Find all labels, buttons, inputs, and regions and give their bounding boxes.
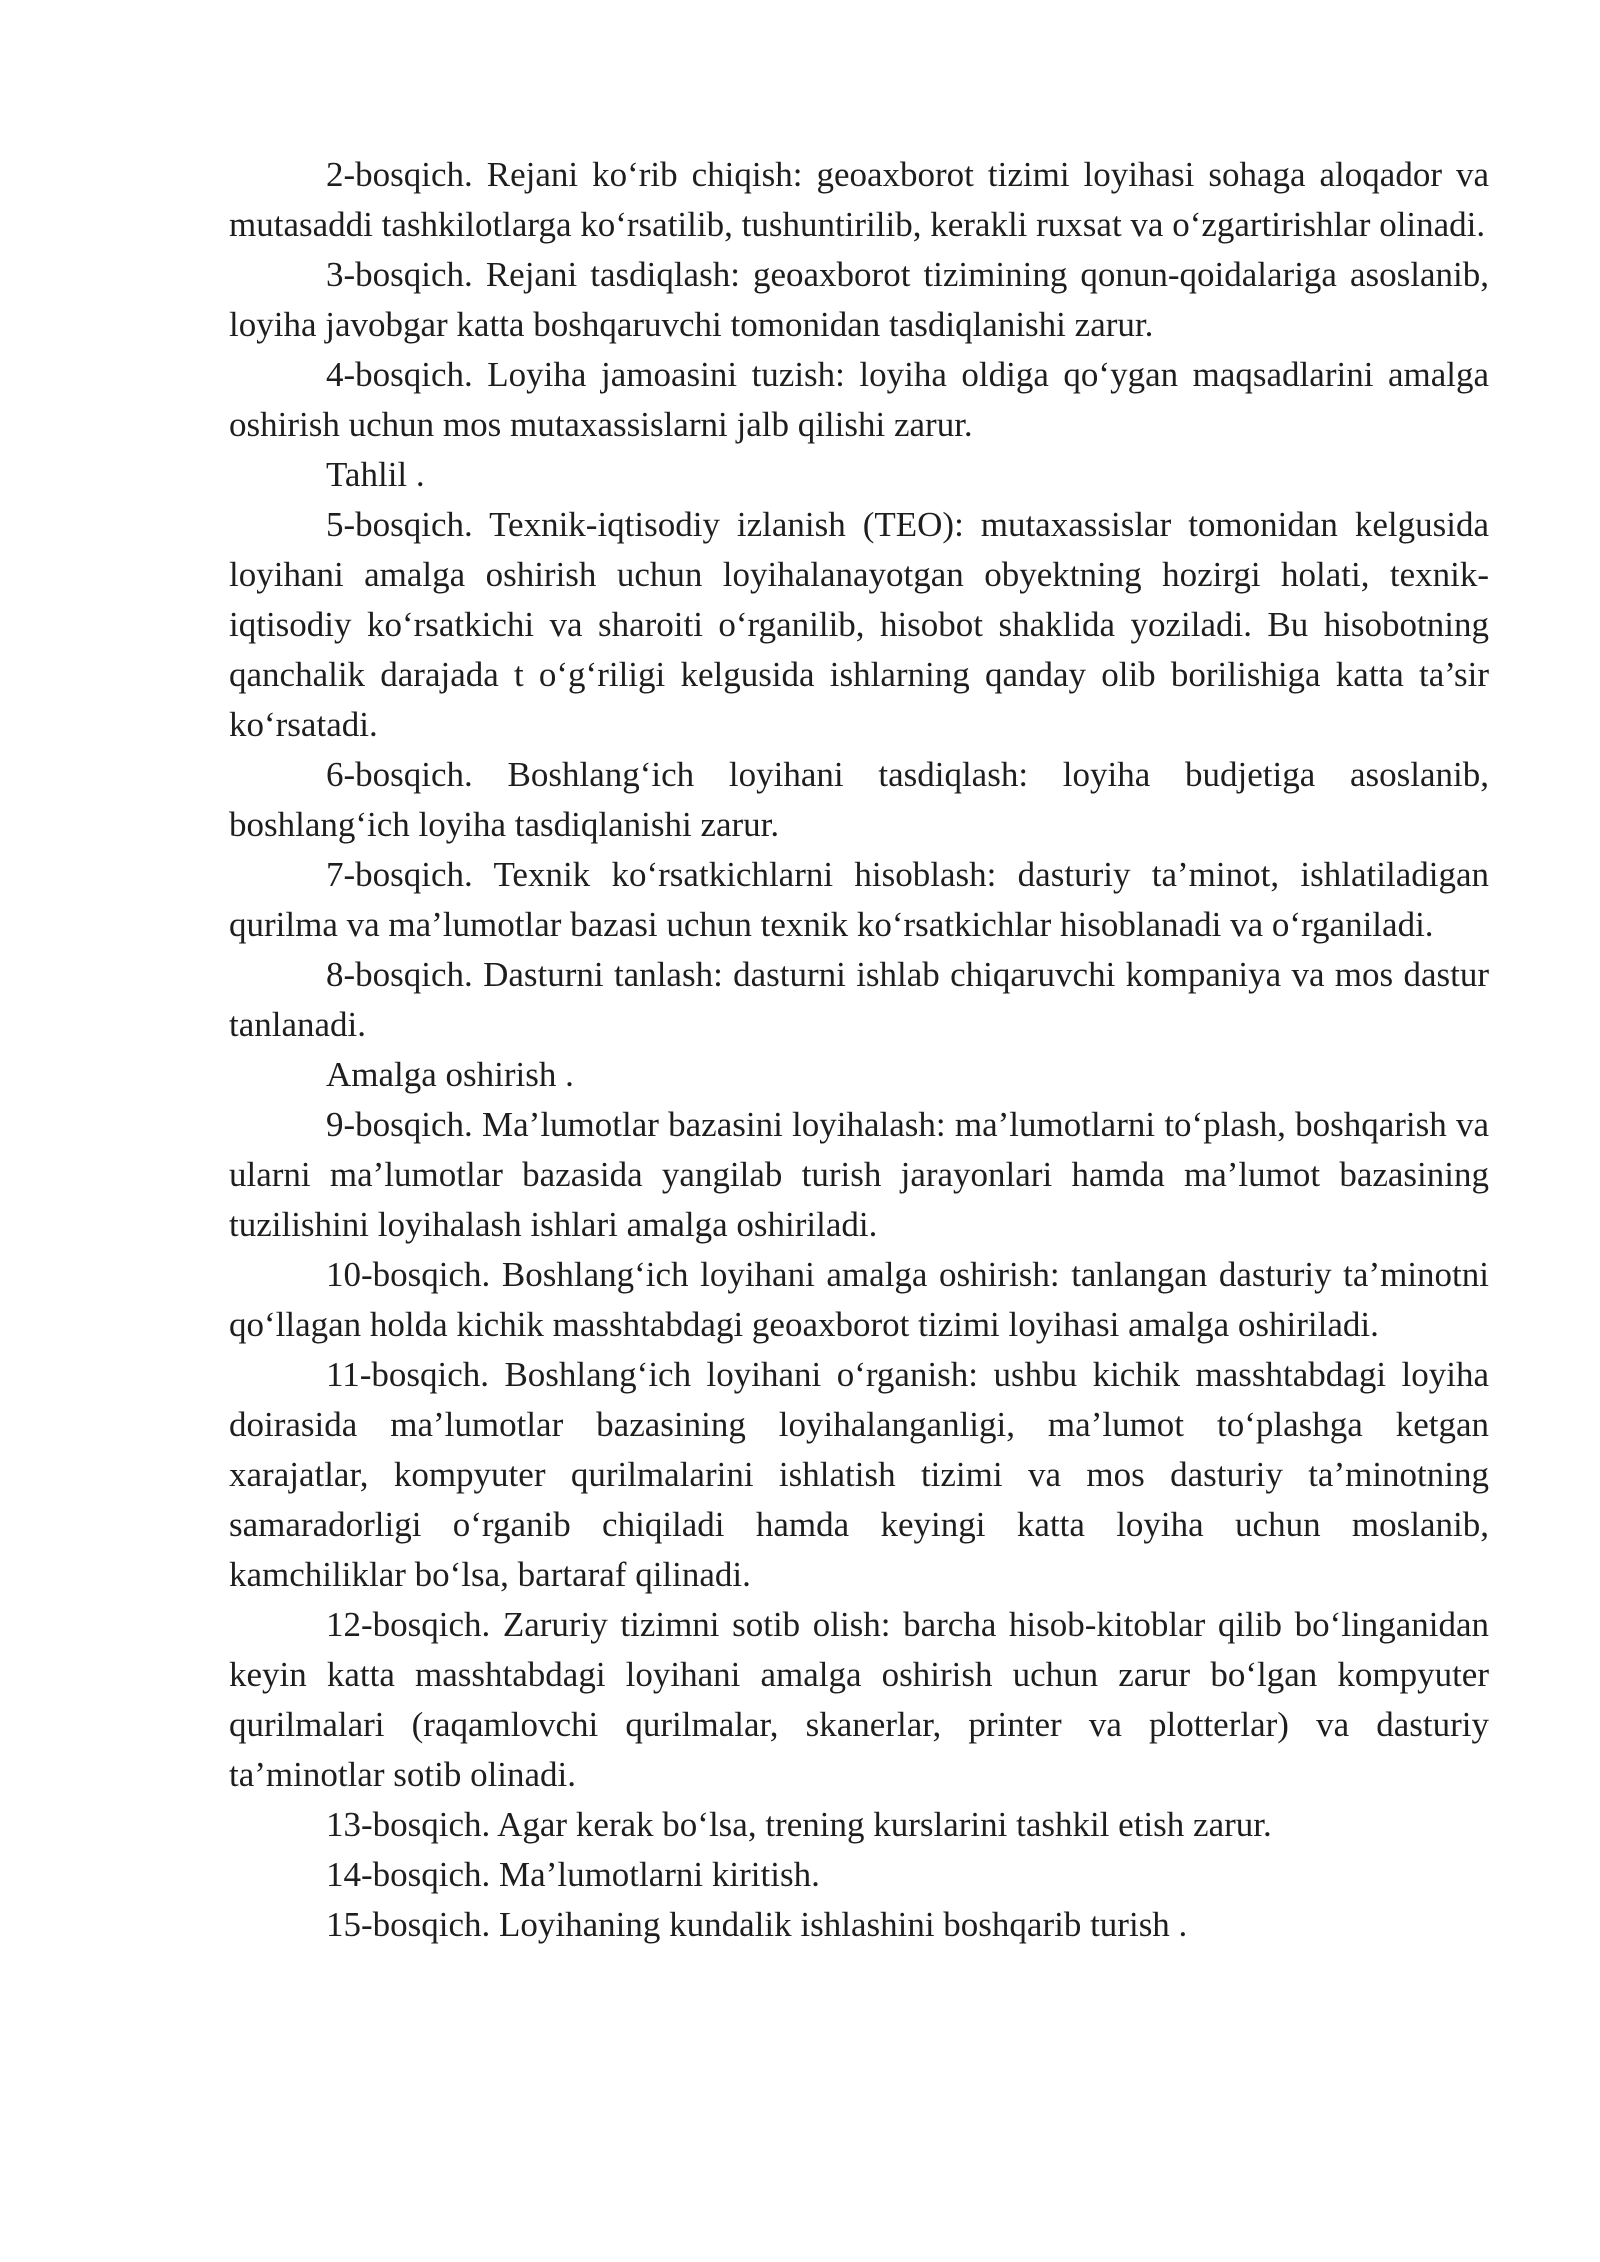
paragraph-stage-8: 8-bosqich. Dasturni tanlash: dasturni ishlab chiqaruvchi kompaniya va mos dastur tanlanadi. (229, 955, 1489, 1044)
paragraph-stage-9: 9-bosqich. Ma’lumotlar bazasini loyihalash: ma’lumotlarni to‘plash, boshqarish va ularni ma’lumotlar bazasida yangilab turish jarayonlari hamda ma’lumot bazasining tuzilishini loyihalash ishlari amalga oshiriladi. (229, 1105, 1489, 1244)
paragraph-stage-10: 10-bosqich. Boshlang‘ich loyihani amalga oshirish: tanlangan dasturiy ta’minotni qo‘llagan holda kichik masshtabdagi geoaxborot tizimi loyihasi amalga oshiriladi. (229, 1255, 1489, 1344)
paragraph-stage-11: 11-bosqich. Boshlang‘ich loyihani o‘rganish: ushbu kichik masshtabdagi loyiha doirasida ma’lumotlar bazasining loyihalanganligi, ma’lumot to‘plashga ketgan xarajatlar, kompyuter qurilmalarini ishlatish tizimi va mos dasturiy ta’minotning samaradorligi o‘rganib chiqiladi hamda keyingi katta loyiha uchun moslanib, kamchiliklar bo‘lsa, bartaraf qilinadi. (229, 1355, 1489, 1594)
paragraph-stage-7: 7-bosqich. Texnik ko‘rsatkichlarni hisoblash: dasturiy ta’minot, ishlatiladigan qurilma va ma’lumotlar bazasi uchun texnik ko‘rsatkichlar hisoblanadi va o‘rganiladi. (229, 855, 1489, 944)
paragraph-stage-4: 4-bosqich. Loyiha jamoasini tuzish: loyiha oldiga qo‘ygan maqsadlarini amalga oshirish uchun mos mutaxassislarni jalb qilishi zarur. (229, 355, 1489, 444)
document-page (229, 150, 1489, 1950)
section-heading-analysis: Tahlil . (326, 455, 425, 494)
paragraph-stage-5: 5-bosqich. Texnik-iqtisodiy izlanish (TEO): mutaxassislar tomonidan kelgusida loyihani amalga oshirish uchun loyihalanayotgan obyektning hozirgi holati, texnik-iqtisodiy ko‘rsatkichi va sharoiti o‘rganilib, hisobot shaklida yoziladi. Bu hisobotning qanchalik darajada t o‘g‘riligi kelgusida ishlarning qanday olib borilishiga katta ta’sir ko‘rsatadi. (229, 505, 1489, 744)
section-heading-implementation: Amalga oshirish . (326, 1055, 574, 1094)
paragraph-stage-6: 6-bosqich. Boshlang‘ich loyihani tasdiqlash: loyiha budjetiga asoslanib, boshlang‘ich loyiha tasdiqlanishi zarur. (229, 755, 1489, 844)
paragraph-stage-2: 2-bosqich. Rejani ko‘rib chiqish: geoaxborot tizimi loyihasi sohaga aloqador va mutasaddi tashkilotlarga ko‘rsatilib, tushuntirilib, kerakli ruxsat va o‘zgartirishlar olinadi. (229, 155, 1489, 244)
paragraph-stage-15: 15-bosqich. Loyihaning kundalik ishlashini boshqarib turish . (326, 1905, 1188, 1944)
paragraph-stage-12: 12-bosqich. Zaruriy tizimni sotib olish: barcha hisob-kitoblar qilib bo‘linganidan keyin katta masshtabdagi loyihani amalga oshirish uchun zarur bo‘lgan kompyuter qurilmalari (raqamlovchi qurilmalar, skanerlar, printer va plotterlar) va dasturiy ta’minotlar sotib olinadi. (229, 1605, 1489, 1794)
paragraph-stage-13: 13-bosqich. Agar kerak bo‘lsa, trening kurslarini tashkil etish zarur. (326, 1805, 1272, 1844)
paragraph-stage-14: 14-bosqich. Ma’lumotlarni kiritish. (326, 1855, 820, 1894)
paragraph-stage-3: 3-bosqich. Rejani tasdiqlash: geoaxborot tizimining qonun-qoidalariga asoslanib, loyiha javobgar katta boshqaruvchi tomonidan tasdiqlanishi zarur. (229, 255, 1489, 344)
